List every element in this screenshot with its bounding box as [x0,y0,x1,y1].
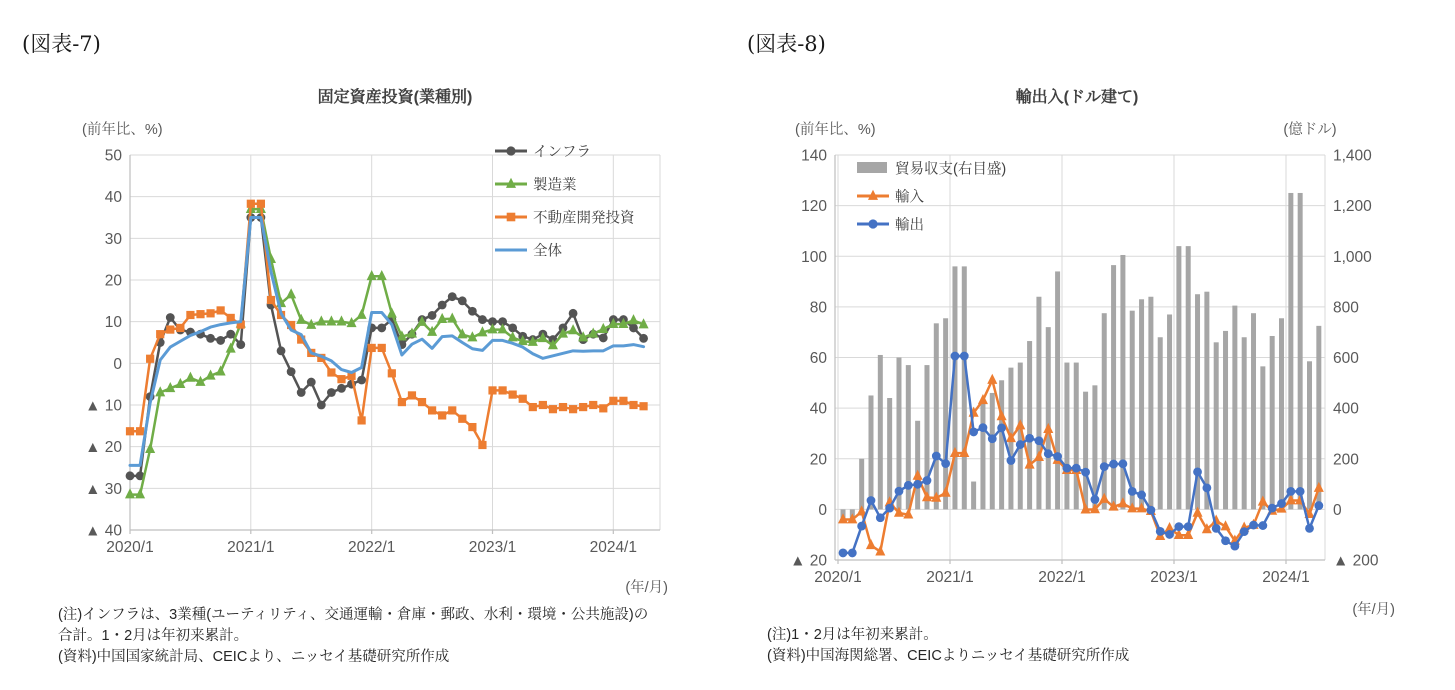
svg-text:0: 0 [113,355,122,373]
svg-text:50: 50 [104,147,122,165]
svg-text:40: 40 [104,189,122,207]
svg-text:2023/1: 2023/1 [1150,569,1198,586]
legend-label: 輸出 [895,217,924,234]
svg-text:800: 800 [1333,299,1359,317]
legend-label: 貿易収支(右目盛) [895,161,1007,178]
svg-text:2021/1: 2021/1 [926,569,974,586]
series-1-line [843,356,1319,553]
legend-label: 不動産開発投資 [533,210,635,227]
trade-x-axis-unit: (年/月) [1352,602,1395,618]
svg-text:100: 100 [801,248,827,266]
y-axis-left-labels [85,148,122,540]
svg-text:80: 80 [809,299,827,317]
figure-8-label: (図表-8) [747,32,826,56]
legend-item-3[interactable] [495,243,562,260]
svg-text:60: 60 [809,350,827,367]
fai-chart-title: 固定資産投資(業種別) [317,89,473,106]
trade-left-axis-caption: (前年比、%) [795,122,876,138]
svg-text:▲ 30: ▲ 30 [85,480,122,498]
svg-text:▲ 20: ▲ 20 [790,552,827,570]
figure-7-panel [20,20,710,680]
fai-left-axis-caption: (前年比、%) [82,122,163,138]
series-0-line [130,218,644,476]
svg-text:▲ 20: ▲ 20 [85,439,122,457]
svg-text:400: 400 [1333,400,1359,418]
legend-item-2[interactable] [495,209,635,227]
x-axis-labels [106,539,637,555]
svg-text:0: 0 [818,501,827,519]
svg-text:600: 600 [1333,350,1359,367]
y-axis-left-labels [790,148,827,570]
legend [857,161,1006,234]
series-1-markers [839,352,1324,558]
svg-text:10: 10 [104,314,122,332]
legend-item-0[interactable] [857,161,1006,178]
svg-text:2021/1: 2021/1 [227,539,275,555]
svg-text:1,400: 1,400 [1333,147,1372,165]
legend-item-1[interactable] [857,188,924,206]
svg-text:200: 200 [1333,451,1359,469]
svg-text:2020/1: 2020/1 [814,569,862,586]
trade-chart-title: 輸出入(ドル建て) [1015,89,1139,106]
legend-item-0[interactable] [495,145,591,161]
svg-text:2024/1: 2024/1 [589,539,638,555]
svg-text:20: 20 [809,451,827,469]
figure-8-panel [745,20,1455,680]
series-0-line [843,380,1319,552]
svg-text:40: 40 [809,400,827,418]
svg-text:2022/1: 2022/1 [1038,569,1086,586]
legend-item-2[interactable] [857,216,924,234]
trade-note-line-1: (注)1・2月は年初来累計。 [767,627,938,643]
legend-label: インフラ [533,144,591,161]
legend-label: 輸入 [895,189,924,206]
series-3-line [130,218,644,466]
svg-text:▲ 200: ▲ 200 [1333,552,1379,570]
svg-text:120: 120 [801,198,827,216]
trade-notes [767,625,1129,667]
x-axis-labels [814,569,1309,586]
trade-balance-legend-swatch [857,162,887,173]
legend [495,145,635,260]
svg-text:0: 0 [1333,501,1342,519]
legend-label: 全体 [533,243,562,260]
fai-note-line-2: 合計。1・2月は年初来累計。 [58,628,249,645]
svg-text:30: 30 [104,230,122,248]
fai-chart [20,75,710,555]
fai-x-axis-unit: (年/月) [625,580,668,596]
svg-text:2020/1: 2020/1 [106,539,154,555]
legend-label: 製造業 [533,177,577,194]
svg-text:2023/1: 2023/1 [468,539,517,555]
svg-text:140: 140 [801,147,827,165]
figure-7-label: (図表-7) [22,32,101,56]
legend-item-1[interactable] [495,176,577,194]
svg-text:2024/1: 2024/1 [1262,569,1310,586]
svg-text:▲ 10: ▲ 10 [85,397,122,415]
svg-text:20: 20 [104,272,122,290]
fai-source-line: (資料)中国国家統計局、CEICより、ニッセイ基礎研究所作成 [58,649,450,666]
fai-note-line-1: (注)インフラは、3業種(ユーティリティ、交通運輸・倉庫・郵政、水利・環境・公共施設)の [58,607,649,623]
fai-notes [58,605,648,668]
y-axis-right-labels [1333,148,1379,570]
svg-text:1,000: 1,000 [1333,248,1372,266]
svg-text:2022/1: 2022/1 [347,539,396,555]
trade-chart [745,75,1455,600]
series-0-markers [126,213,648,480]
trade-source-line: (資料)中国海関総署、CEICよりニッセイ基礎研究所作成 [767,648,1130,665]
trade-right-axis-caption: (億ドル) [1283,122,1337,138]
svg-text:1,200: 1,200 [1333,198,1372,216]
svg-text:▲ 40: ▲ 40 [85,522,122,540]
